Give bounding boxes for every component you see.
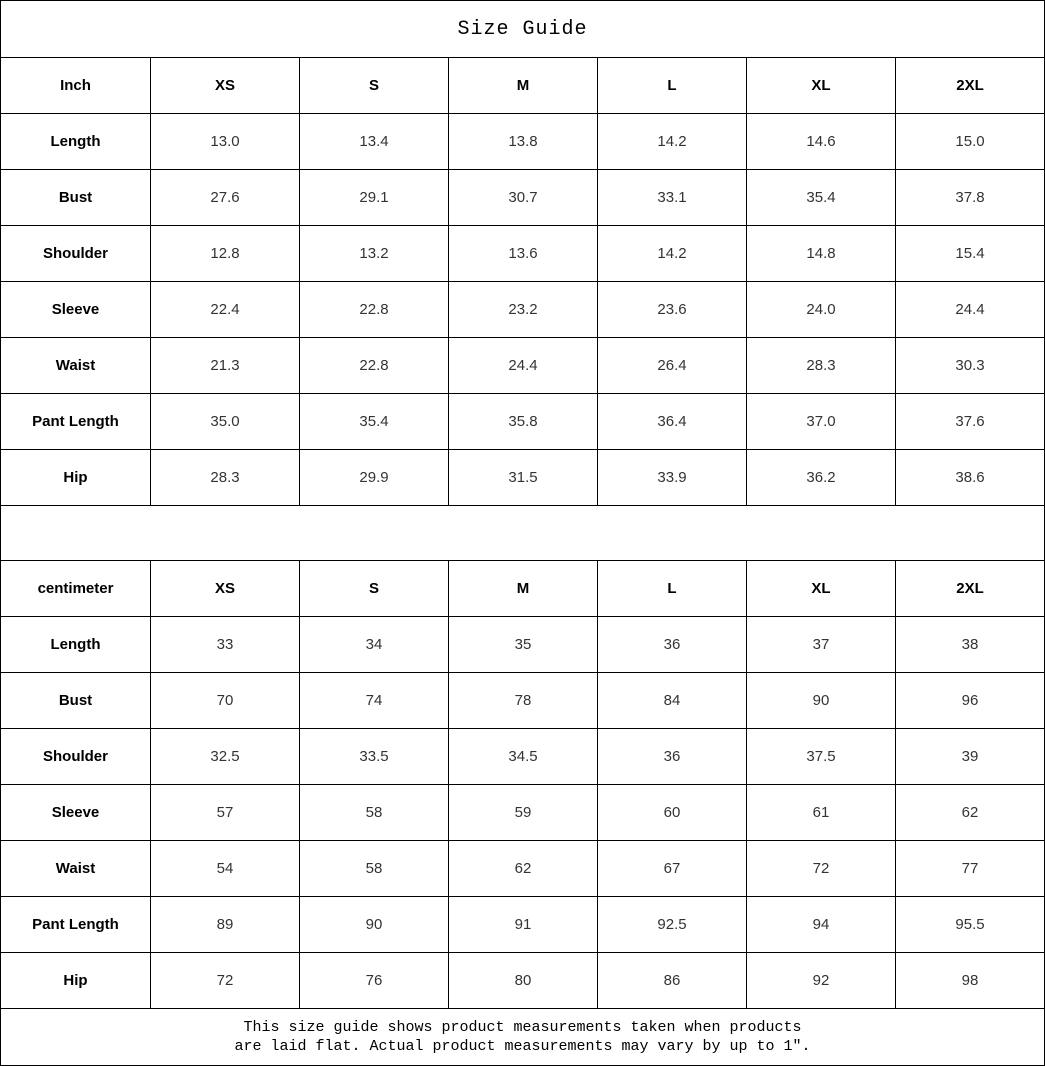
size-col-header-xl: XL bbox=[747, 58, 896, 114]
measurement-value: 35.0 bbox=[151, 394, 300, 450]
gap-cell bbox=[1, 506, 1045, 561]
measurement-value: 95.5 bbox=[896, 897, 1045, 953]
measurement-value: 33.9 bbox=[598, 450, 747, 506]
measurement-value: 33 bbox=[151, 617, 300, 673]
measurement-value: 90 bbox=[300, 897, 449, 953]
measurement-value: 86 bbox=[598, 953, 747, 1009]
table-row bbox=[1, 785, 1045, 841]
measurement-value: 92.5 bbox=[598, 897, 747, 953]
measurement-value: 36.4 bbox=[598, 394, 747, 450]
measurement-value: 32.5 bbox=[151, 729, 300, 785]
measurement-value: 35.8 bbox=[449, 394, 598, 450]
measurement-value: 34.5 bbox=[449, 729, 598, 785]
measurement-value: 15.4 bbox=[896, 226, 1045, 282]
measurement-value: 14.6 bbox=[747, 114, 896, 170]
measurement-value: 98 bbox=[896, 953, 1045, 1009]
measurement-value: 94 bbox=[747, 897, 896, 953]
table-row bbox=[1, 841, 1045, 897]
measurement-value: 29.1 bbox=[300, 170, 449, 226]
measurement-value: 23.2 bbox=[449, 282, 598, 338]
measurement-value: 22.4 bbox=[151, 282, 300, 338]
measurement-value: 33.1 bbox=[598, 170, 747, 226]
row-label: Bust bbox=[1, 170, 151, 226]
measurement-value: 37.8 bbox=[896, 170, 1045, 226]
size-col-header-xs: XS bbox=[151, 58, 300, 114]
measurement-value: 78 bbox=[449, 673, 598, 729]
measurement-value: 70 bbox=[151, 673, 300, 729]
measurement-value: 92 bbox=[747, 953, 896, 1009]
measurement-value: 33.5 bbox=[300, 729, 449, 785]
measurement-value: 67 bbox=[598, 841, 747, 897]
footer-line-1: This size guide shows product measurements taken when products bbox=[243, 1019, 802, 1036]
measurement-value: 28.3 bbox=[747, 338, 896, 394]
measurement-value: 58 bbox=[300, 841, 449, 897]
measurement-value: 13.6 bbox=[449, 226, 598, 282]
table-row bbox=[1, 450, 1045, 506]
row-label: Waist bbox=[1, 338, 151, 394]
unit-header-centimeter: centimeter bbox=[1, 561, 151, 617]
unit-header-inch: Inch bbox=[1, 58, 151, 114]
measurement-value: 14.2 bbox=[598, 114, 747, 170]
measurement-value: 36 bbox=[598, 729, 747, 785]
size-col-header-2xl: 2XL bbox=[896, 561, 1045, 617]
row-label: Bust bbox=[1, 673, 151, 729]
size-col-header-l: L bbox=[598, 561, 747, 617]
measurement-value: 61 bbox=[747, 785, 896, 841]
measurement-value: 21.3 bbox=[151, 338, 300, 394]
page-title: Size Guide bbox=[1, 1, 1045, 58]
measurement-value: 54 bbox=[151, 841, 300, 897]
table-row bbox=[1, 338, 1045, 394]
footer-row bbox=[1, 1009, 1045, 1066]
measurement-value: 90 bbox=[747, 673, 896, 729]
table-row bbox=[1, 170, 1045, 226]
row-label: Shoulder bbox=[1, 729, 151, 785]
row-label: Sleeve bbox=[1, 785, 151, 841]
measurement-value: 31.5 bbox=[449, 450, 598, 506]
footer-note bbox=[1, 1009, 1045, 1066]
measurement-value: 36.2 bbox=[747, 450, 896, 506]
size-col-header-2xl: 2XL bbox=[896, 58, 1045, 114]
size-col-header-m: M bbox=[449, 561, 598, 617]
row-label: Pant Length bbox=[1, 897, 151, 953]
measurement-value: 37 bbox=[747, 617, 896, 673]
size-col-header-m: M bbox=[449, 58, 598, 114]
measurement-value: 58 bbox=[300, 785, 449, 841]
row-label: Pant Length bbox=[1, 394, 151, 450]
footer-line-2: are laid flat. Actual product measurements may vary by up to 1″. bbox=[234, 1038, 811, 1055]
measurement-value: 36 bbox=[598, 617, 747, 673]
table-row bbox=[1, 114, 1045, 170]
measurement-value: 91 bbox=[449, 897, 598, 953]
table-row bbox=[1, 729, 1045, 785]
size-col-header-l: L bbox=[598, 58, 747, 114]
title-row bbox=[1, 1, 1045, 58]
size-col-header-xl: XL bbox=[747, 561, 896, 617]
measurement-value: 28.3 bbox=[151, 450, 300, 506]
measurement-value: 13.2 bbox=[300, 226, 449, 282]
row-label: Hip bbox=[1, 953, 151, 1009]
measurement-value: 35.4 bbox=[300, 394, 449, 450]
measurement-value: 23.6 bbox=[598, 282, 747, 338]
measurement-value: 22.8 bbox=[300, 338, 449, 394]
measurement-value: 24.4 bbox=[449, 338, 598, 394]
measurement-value: 72 bbox=[151, 953, 300, 1009]
measurement-value: 26.4 bbox=[598, 338, 747, 394]
measurement-value: 77 bbox=[896, 841, 1045, 897]
measurement-value: 38.6 bbox=[896, 450, 1045, 506]
inch-header-row bbox=[1, 58, 1045, 114]
measurement-value: 72 bbox=[747, 841, 896, 897]
table-row bbox=[1, 617, 1045, 673]
table-row bbox=[1, 673, 1045, 729]
row-label: Shoulder bbox=[1, 226, 151, 282]
measurement-value: 39 bbox=[896, 729, 1045, 785]
measurement-value: 29.9 bbox=[300, 450, 449, 506]
measurement-value: 59 bbox=[449, 785, 598, 841]
measurement-value: 13.8 bbox=[449, 114, 598, 170]
measurement-value: 35.4 bbox=[747, 170, 896, 226]
row-label: Length bbox=[1, 114, 151, 170]
cm-header-row bbox=[1, 561, 1045, 617]
measurement-value: 38 bbox=[896, 617, 1045, 673]
gap-row bbox=[1, 506, 1045, 561]
row-label: Waist bbox=[1, 841, 151, 897]
measurement-value: 57 bbox=[151, 785, 300, 841]
measurement-value: 62 bbox=[449, 841, 598, 897]
measurement-value: 24.0 bbox=[747, 282, 896, 338]
measurement-value: 14.2 bbox=[598, 226, 747, 282]
measurement-value: 37.5 bbox=[747, 729, 896, 785]
measurement-value: 62 bbox=[896, 785, 1045, 841]
measurement-value: 80 bbox=[449, 953, 598, 1009]
table-row bbox=[1, 282, 1045, 338]
measurement-value: 35 bbox=[449, 617, 598, 673]
measurement-value: 76 bbox=[300, 953, 449, 1009]
size-col-header-s: S bbox=[300, 58, 449, 114]
measurement-value: 12.8 bbox=[151, 226, 300, 282]
measurement-value: 13.0 bbox=[151, 114, 300, 170]
measurement-value: 34 bbox=[300, 617, 449, 673]
row-label: Length bbox=[1, 617, 151, 673]
table-row bbox=[1, 897, 1045, 953]
table-row bbox=[1, 953, 1045, 1009]
measurement-value: 37.6 bbox=[896, 394, 1045, 450]
measurement-value: 27.6 bbox=[151, 170, 300, 226]
table-row bbox=[1, 226, 1045, 282]
row-label: Hip bbox=[1, 450, 151, 506]
table-row bbox=[1, 394, 1045, 450]
measurement-value: 24.4 bbox=[896, 282, 1045, 338]
measurement-value: 60 bbox=[598, 785, 747, 841]
row-label: Sleeve bbox=[1, 282, 151, 338]
measurement-value: 13.4 bbox=[300, 114, 449, 170]
measurement-value: 89 bbox=[151, 897, 300, 953]
size-col-header-s: S bbox=[300, 561, 449, 617]
measurement-value: 96 bbox=[896, 673, 1045, 729]
measurement-value: 15.0 bbox=[896, 114, 1045, 170]
measurement-value: 84 bbox=[598, 673, 747, 729]
measurement-value: 37.0 bbox=[747, 394, 896, 450]
measurement-value: 74 bbox=[300, 673, 449, 729]
measurement-value: 14.8 bbox=[747, 226, 896, 282]
measurement-value: 22.8 bbox=[300, 282, 449, 338]
measurement-value: 30.7 bbox=[449, 170, 598, 226]
size-col-header-xs: XS bbox=[151, 561, 300, 617]
measurement-value: 30.3 bbox=[896, 338, 1045, 394]
